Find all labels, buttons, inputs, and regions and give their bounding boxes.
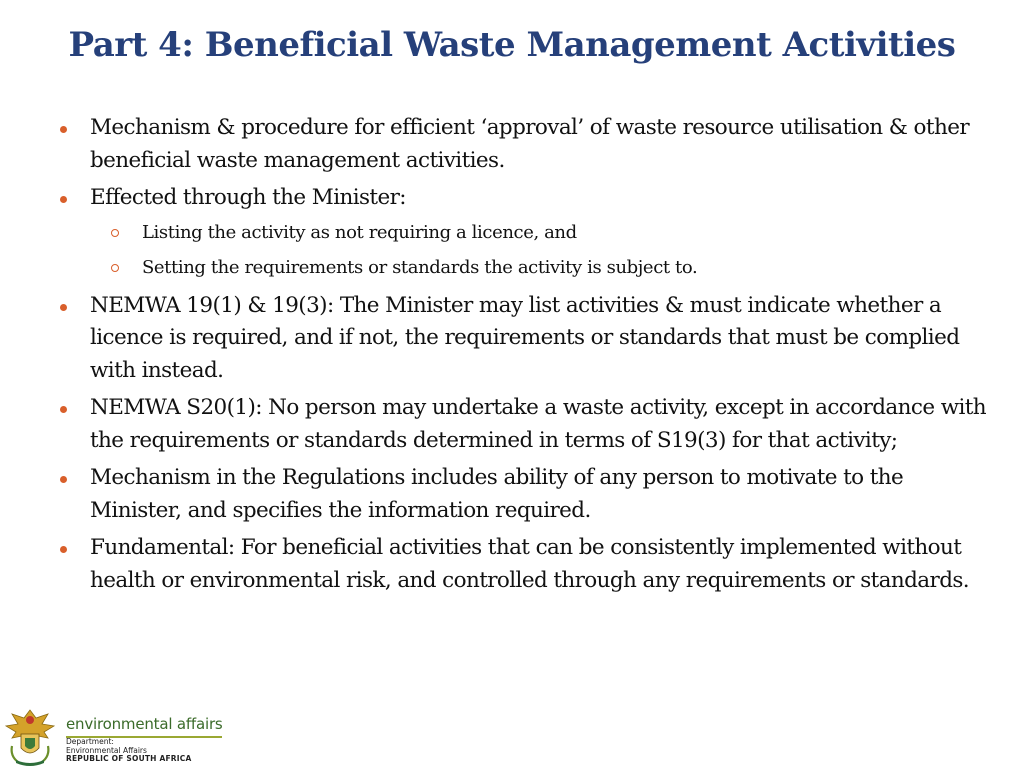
bullet-item (60, 392, 990, 457)
department-details (66, 738, 191, 764)
country-name: REPUBLIC OF SOUTH AFRICA (66, 754, 192, 763)
bullet-text: Fundamental: For beneficial activities that can be consistently implemented without health or environmental risk, and controlled through any requirements or standards. (90, 535, 970, 593)
sub-bullet-item (60, 220, 990, 246)
sub-bullet-ring-icon (111, 264, 119, 272)
bullet-dot-icon (60, 406, 67, 413)
department-logo (0, 700, 240, 768)
bullet-text: Mechanism in the Regulations includes ability of any person to motivate to the Minister, and specifies the information required. (90, 465, 904, 523)
sub-bullet-item (60, 255, 990, 281)
sub-bullet-text: Setting the requirements or standards the activity is subject to. (142, 256, 698, 278)
bullet-dot-icon (60, 196, 67, 203)
bullet-item (60, 182, 990, 215)
department-label: Department: (66, 737, 114, 746)
department-name: environmental affairs (66, 715, 223, 733)
sub-bullet-ring-icon (111, 229, 119, 237)
bullet-dot-icon (60, 126, 67, 133)
bullet-text: NEMWA 19(1) & 19(3): The Minister may list activities & must indicate whether a licence is required, and if not, the requirements or standards that must be complied with instead. (90, 292, 960, 383)
bullet-text: Mechanism & procedure for efficient ‘approval’ of waste resource utilisation & other beneficial waste management activities. (90, 115, 969, 173)
bullet-text: NEMWA S20(1): No person may undertake a waste activity, except in accordance with the requirements or standards determined in terms of S19(3) for that activity; (90, 395, 987, 453)
slide-title: Part 4: Beneficial Waste Management Activities (68, 25, 956, 65)
bullet-text: Effected through the Minister: (90, 185, 406, 210)
bullet-item (60, 290, 990, 388)
department-full-name: Environmental Affairs (66, 745, 147, 755)
bullet-dot-icon (60, 304, 67, 311)
sub-bullet-text: Listing the activity as not requiring a licence, and (142, 221, 577, 243)
bullet-dot-icon (60, 476, 67, 483)
bullet-list (60, 112, 990, 602)
bullet-item (60, 532, 990, 597)
bullet-item (60, 462, 990, 527)
coat-of-arms-icon (2, 706, 58, 766)
bullet-dot-icon (60, 546, 67, 553)
bullet-item (60, 112, 990, 177)
